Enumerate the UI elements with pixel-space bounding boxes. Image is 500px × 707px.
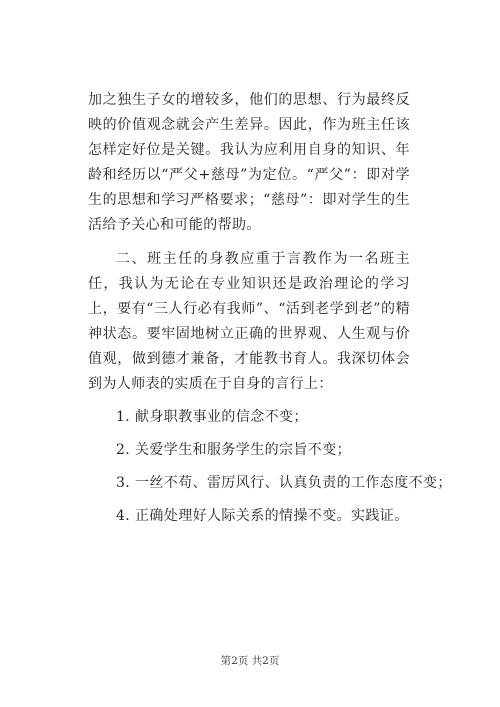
list-item-2: 2. 关爱学生和服务学生的宗旨不变； — [116, 442, 352, 458]
document-body — [88, 88, 452, 529]
list-item-4: 4. 正确处理好人际关系的情操不变。实践证。 — [116, 508, 409, 524]
paragraph-positioning: 加之独生子女的增较多，他们的思想、行为最终反映的价值观念就会产生差异。因此，作为班主任该怎样定好位是关键。我认为应利用自身的知识、年龄和经历以“严父+慈母”为定位。“严父”：即对学生的思想和学习严格要求；“慈母”：即对学生的生活给予关心和可能的帮助。 — [88, 92, 410, 233]
paragraph-role-model: 二、班主任的身教应重于言教作为一名班主任，我认为无论在专业知识还是政治理论的学习上，要有“三人行必有我师”、“活到老学到老”的精神状态。要牢固地树立正确的世界观、人生观与价值观，做到德才兼备，才能教书育人。我深切体会到为人师表的实质在于自身的言行上： — [88, 251, 410, 392]
list-item-1: 1. 献身职教事业的信念不变； — [116, 409, 308, 425]
page-footer: 第2页 共2页 — [220, 655, 280, 667]
list-item-3: 3. 一丝不苟、雷厉风行、认真负责的工作态度不变； — [116, 475, 452, 491]
